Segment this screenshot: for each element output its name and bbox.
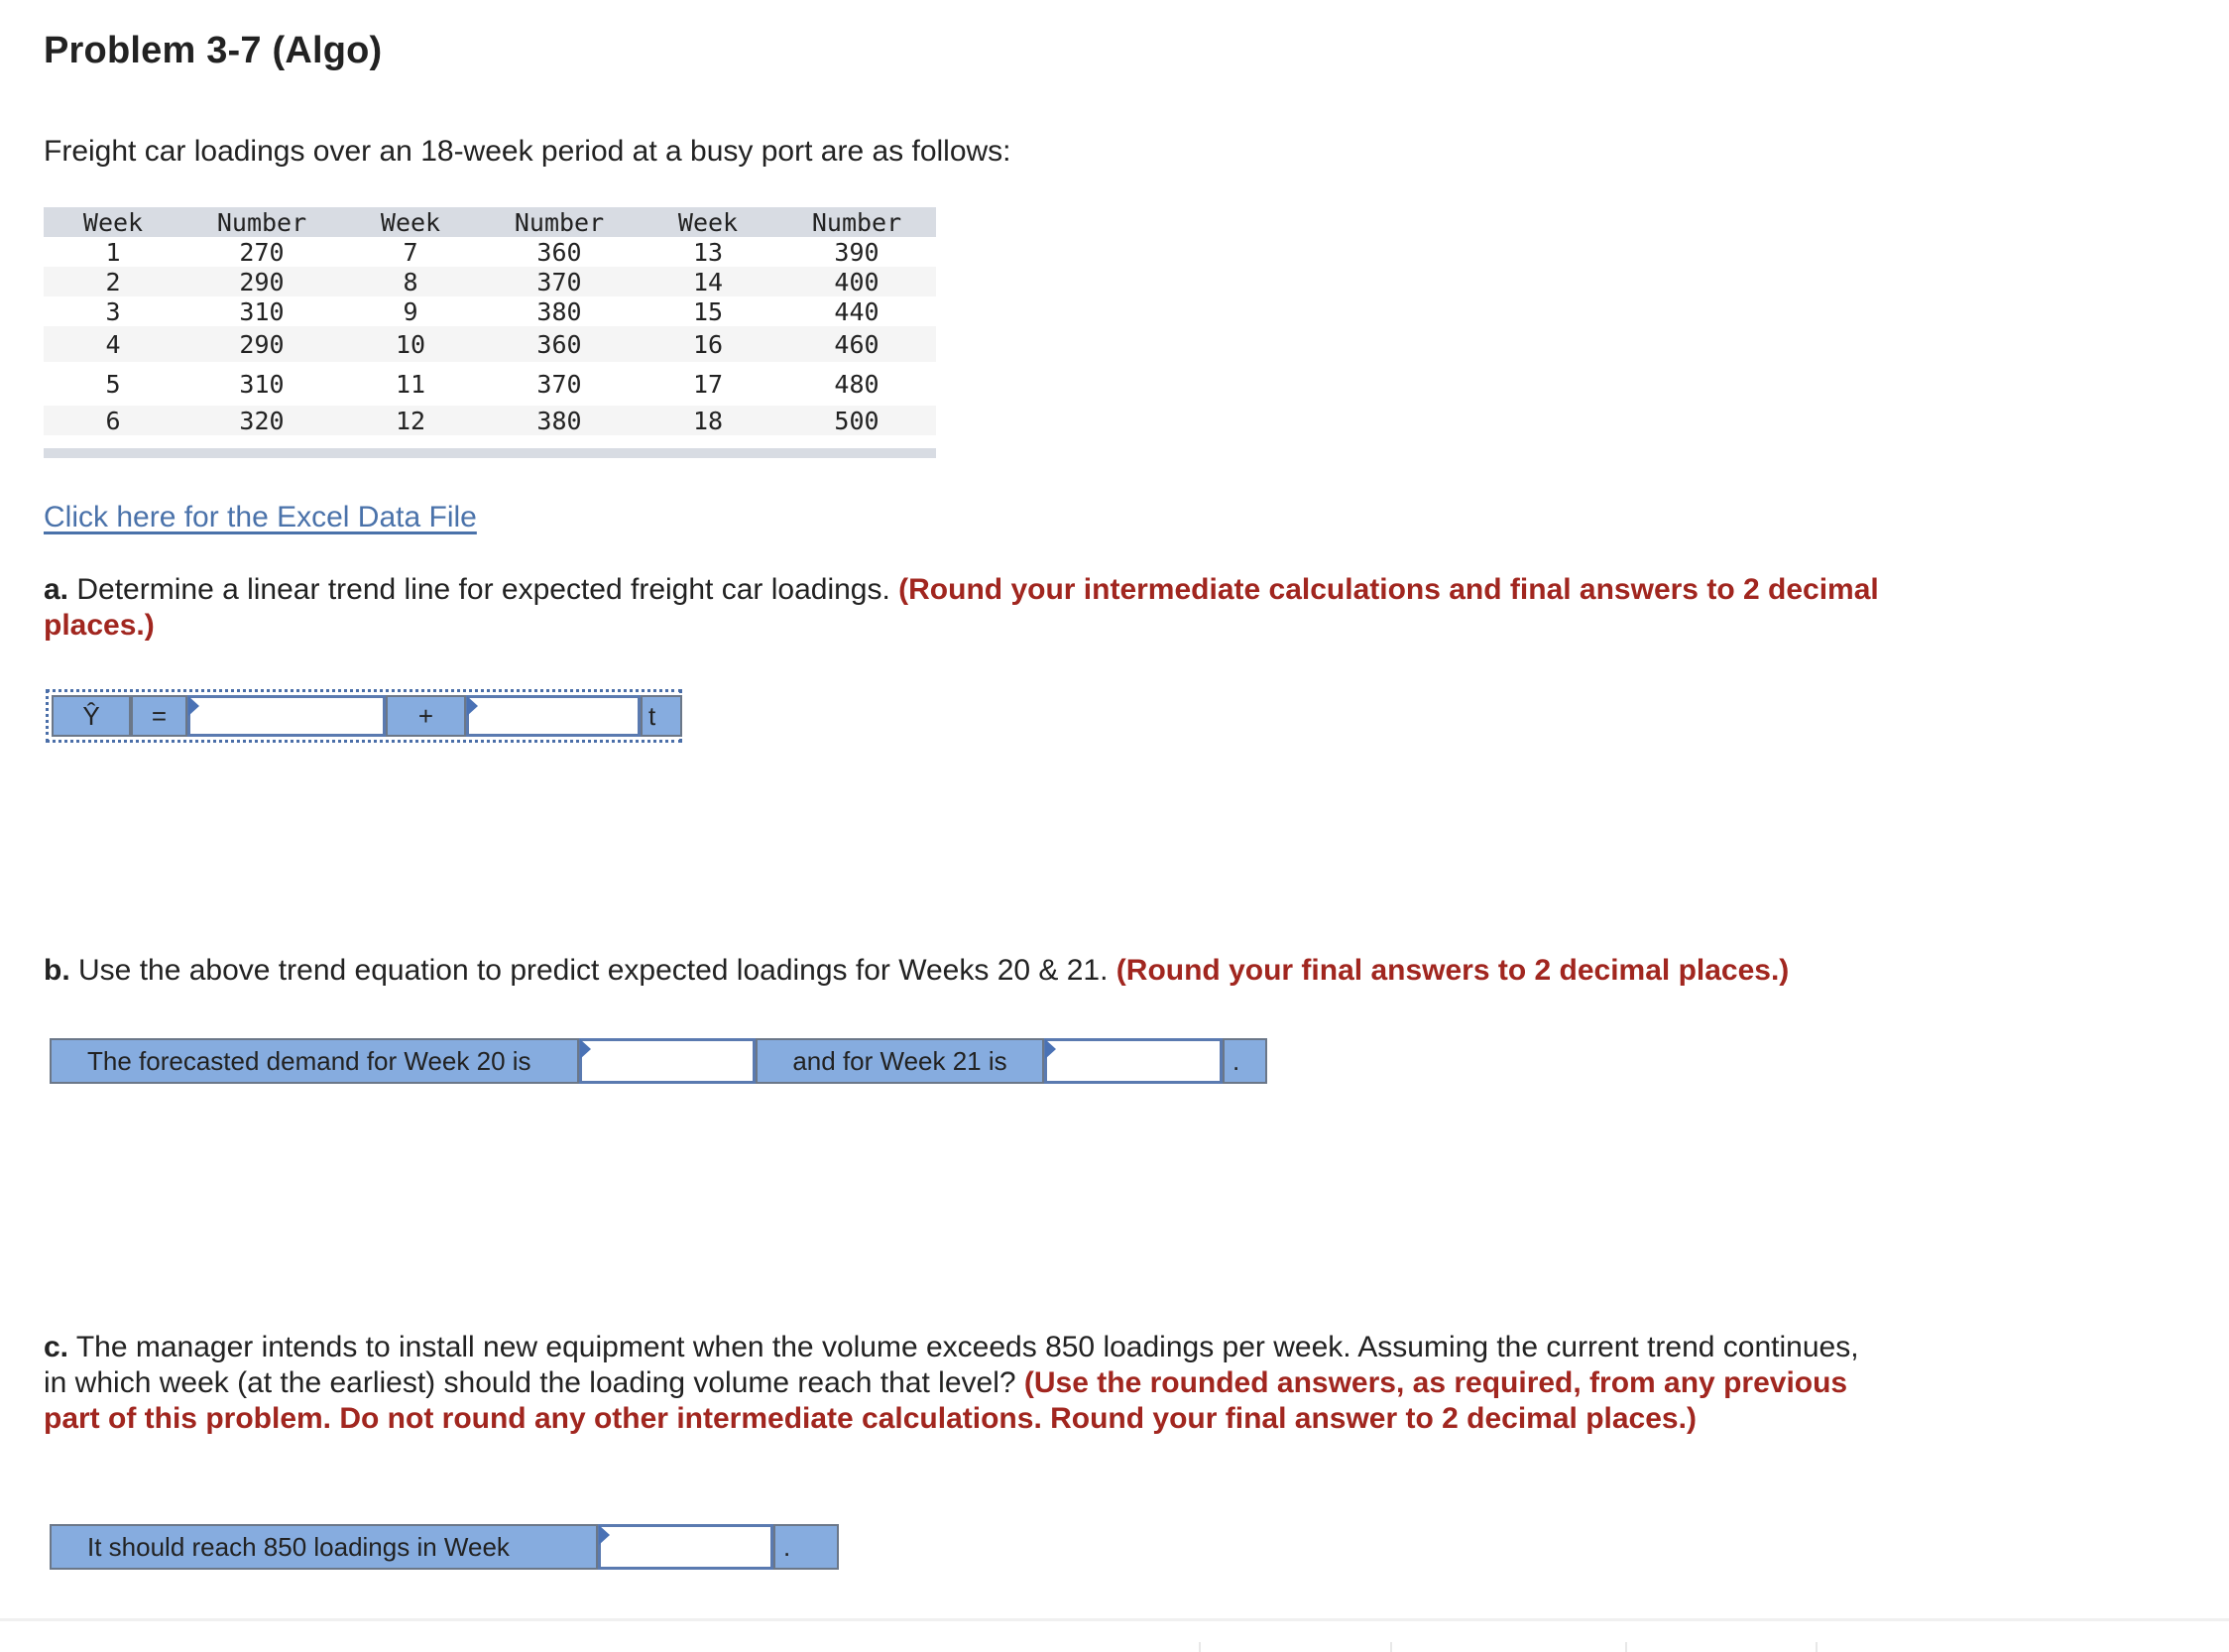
table-cell: 4 bbox=[105, 329, 121, 359]
table-cell: 11 bbox=[395, 369, 426, 399]
slope-input-cell[interactable] bbox=[466, 695, 641, 737]
table-cell: 380 bbox=[536, 296, 582, 326]
input-marker-icon bbox=[1045, 1039, 1056, 1059]
table-cell: 370 bbox=[536, 369, 582, 399]
table-cell: 360 bbox=[536, 237, 582, 267]
table-cell: 460 bbox=[834, 329, 880, 359]
trend-equation-group bbox=[46, 689, 682, 743]
table-cell: 13 bbox=[692, 237, 724, 267]
part-b-text: Use the above trend equation to predict expected loadings for Weeks 20 & 21. bbox=[69, 954, 1116, 987]
table-cell: 400 bbox=[834, 267, 880, 296]
table-cell: 500 bbox=[834, 406, 880, 435]
part-a-question bbox=[44, 572, 1888, 644]
table-cell: 3 bbox=[105, 296, 121, 326]
plus-sign: + bbox=[386, 695, 466, 737]
page-title: Problem 3-7 (Algo) bbox=[44, 30, 383, 71]
period-cell: . bbox=[1223, 1038, 1267, 1084]
column-header: Number bbox=[514, 207, 605, 237]
table-cell: 10 bbox=[395, 329, 426, 359]
week-21-input[interactable] bbox=[1047, 1041, 1220, 1081]
column-header: Week bbox=[82, 207, 144, 237]
table-cell: 310 bbox=[239, 296, 285, 326]
table-footer-bar bbox=[44, 448, 936, 458]
intercept-input-cell[interactable] bbox=[187, 695, 386, 737]
column-header: Number bbox=[216, 207, 307, 237]
part-c-instruction: (Use the rounded answers, as required, from any previous part of this problem. Do not round any other intermediate calculations. Round your final answer to 2 decimal places.) bbox=[44, 1366, 1848, 1435]
table-cell: 2 bbox=[105, 267, 121, 296]
table-cell: 310 bbox=[239, 369, 285, 399]
footer-divider bbox=[0, 1618, 2229, 1621]
part-b-question bbox=[44, 953, 1888, 989]
table-cell: 15 bbox=[692, 296, 724, 326]
part-a-text: Determine a linear trend line for expected freight car loadings. bbox=[68, 573, 899, 606]
table-row bbox=[44, 326, 936, 362]
table-cell: 320 bbox=[239, 406, 285, 435]
y-hat-symbol: Ŷ bbox=[52, 695, 131, 737]
table-cell: 6 bbox=[105, 406, 121, 435]
table-cell: 18 bbox=[692, 406, 724, 435]
table-cell: 12 bbox=[395, 406, 426, 435]
week-20-label: The forecasted demand for Week 20 is bbox=[50, 1038, 579, 1084]
table-cell: 8 bbox=[403, 267, 418, 296]
table-cell: 270 bbox=[239, 237, 285, 267]
table-cell: 440 bbox=[834, 296, 880, 326]
problem-intro: Freight car loadings over an 18-week period at a busy port are as follows: bbox=[44, 135, 1011, 168]
table-cell: 7 bbox=[403, 237, 418, 267]
table-cell: 1 bbox=[105, 237, 121, 267]
intercept-input[interactable] bbox=[190, 698, 383, 734]
week-21-input-cell[interactable] bbox=[1044, 1038, 1223, 1084]
table-cell: 14 bbox=[692, 267, 724, 296]
table-cell: 360 bbox=[536, 329, 582, 359]
equals-sign: = bbox=[131, 695, 187, 737]
part-c-text: The manager intends to install new equipment when the volume exceeds 850 loadings per week. Assuming the current trend continues, in which week (at the earliest) should the loading volume reach that level? bbox=[44, 1331, 1859, 1399]
table-cell: 290 bbox=[239, 329, 285, 359]
table-cell: 480 bbox=[834, 369, 880, 399]
part-b-answer-row bbox=[50, 1038, 1267, 1084]
part-a-label: a. bbox=[44, 573, 69, 606]
week-reach-label: It should reach 850 loadings in Week bbox=[50, 1524, 598, 1570]
excel-data-file-link[interactable]: Click here for the Excel Data File bbox=[44, 501, 477, 533]
table-cell: 16 bbox=[692, 329, 724, 359]
week-21-label: and for Week 21 is bbox=[756, 1038, 1044, 1084]
table-cell: 380 bbox=[536, 406, 582, 435]
slope-input[interactable] bbox=[469, 698, 638, 734]
t-variable: t bbox=[641, 695, 682, 737]
input-marker-icon bbox=[599, 1525, 610, 1545]
input-marker-icon bbox=[467, 696, 478, 716]
table-cell: 17 bbox=[692, 369, 724, 399]
column-header: Number bbox=[811, 207, 902, 237]
table-row bbox=[44, 237, 936, 267]
table-cell: 290 bbox=[239, 267, 285, 296]
table-cell: 390 bbox=[834, 237, 880, 267]
table-row bbox=[44, 296, 936, 326]
input-marker-icon bbox=[188, 696, 199, 716]
part-c-label: c. bbox=[44, 1331, 69, 1363]
column-header: Week bbox=[677, 207, 739, 237]
part-a-instruction: (Round your intermediate calculations and final answers to 2 decimal places.) bbox=[44, 573, 1879, 642]
part-b-label: b. bbox=[44, 954, 70, 987]
table-row bbox=[44, 362, 936, 406]
column-header: Week bbox=[380, 207, 441, 237]
table-header-row bbox=[44, 207, 936, 237]
trend-equation-row bbox=[52, 695, 682, 737]
table-cell: 370 bbox=[536, 267, 582, 296]
table-row bbox=[44, 406, 936, 435]
table-cell: 9 bbox=[403, 296, 418, 326]
period-cell: . bbox=[773, 1524, 839, 1570]
part-c-answer-row bbox=[50, 1524, 839, 1570]
week-reach-input[interactable] bbox=[601, 1527, 770, 1567]
part-b-instruction: (Round your final answers to 2 decimal places.) bbox=[1115, 954, 1790, 987]
part-c-question bbox=[44, 1330, 1888, 1437]
table-cell: 5 bbox=[105, 369, 121, 399]
week-reach-input-cell[interactable] bbox=[598, 1524, 773, 1570]
week-20-input-cell[interactable] bbox=[579, 1038, 756, 1084]
week-20-input[interactable] bbox=[582, 1041, 753, 1081]
input-marker-icon bbox=[580, 1039, 591, 1059]
table-row bbox=[44, 267, 936, 296]
